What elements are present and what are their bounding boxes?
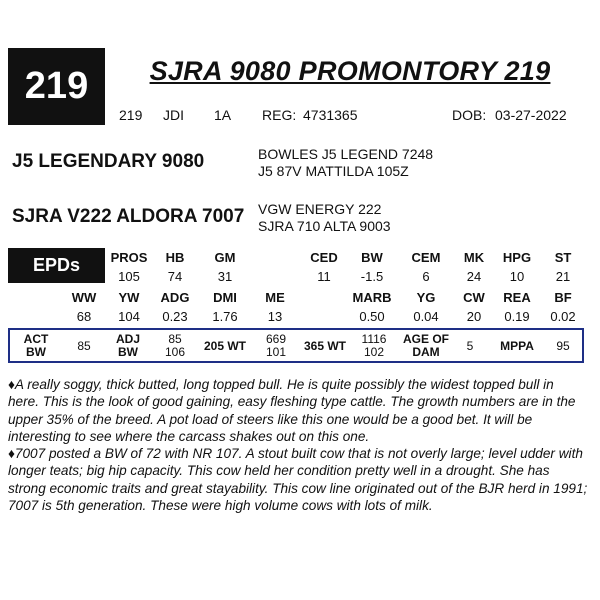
mppa-label: MPPA xyxy=(500,339,534,353)
epd-value-rea: 0.19 xyxy=(504,309,530,324)
dam-name: SJRA V222 ALDORA 7007 xyxy=(12,206,245,227)
epd-value-ww: 68 xyxy=(76,309,92,324)
wt365-values xyxy=(354,333,394,359)
epd-label-adg: ADG xyxy=(160,290,190,305)
wt205-value: 669 xyxy=(265,332,287,346)
epd-label-cem: CEM xyxy=(411,250,441,265)
dam-pedigree xyxy=(258,201,391,235)
sire-pedigree xyxy=(258,146,433,180)
epd-value-mk: 24 xyxy=(466,269,482,284)
epd-label-hb: HB xyxy=(165,250,185,265)
tattoo: 219 xyxy=(119,107,143,123)
epd-label-cw: CW xyxy=(463,290,485,305)
epd-label-hpg: HPG xyxy=(502,250,532,265)
reg-number: 4731365 xyxy=(303,107,358,123)
epd-label-dmi: DMI xyxy=(213,290,237,305)
adj-bw-values xyxy=(155,333,195,359)
adj-bw-label-line2: BW xyxy=(118,345,138,359)
epd-value-gm: 31 xyxy=(217,269,233,284)
epd-label-box xyxy=(8,248,105,283)
epd-label: EPDs xyxy=(32,255,81,275)
note-dam: ♦7007 posted a BW of 72 with NR 107. A stout built cow that is not overly large; level udder with longer teats; big hip capacity. This cow held her condition pretty well in a drought. She has strong economic traits and great stayability. This cow line originated out of the BJR herd in 1991; 7007 is 5th generation. These were high volume cows with lots of milk. xyxy=(8,446,588,514)
wt365-value: 1116 xyxy=(361,332,387,346)
epd-label-ww: WW xyxy=(71,290,97,305)
epd-value-dmi: 1.76 xyxy=(212,309,238,324)
adj-bw-value: 85 xyxy=(168,332,182,346)
sire-sire: BOWLES J5 LEGEND 7248 xyxy=(258,146,434,162)
wt365-ratio: 102 xyxy=(363,345,385,359)
epd-value-st: 21 xyxy=(555,269,571,284)
epd-label-gm: GM xyxy=(214,250,236,265)
act-bw-label xyxy=(16,333,56,359)
adj-bw-label-line1: ADJ xyxy=(115,332,140,346)
epd-label-bf: BF xyxy=(554,290,572,305)
lot-number-box xyxy=(8,48,105,125)
epd-value-hb: 74 xyxy=(167,269,183,284)
sire-name: J5 LEGENDARY 9080 xyxy=(12,151,205,172)
mppa-value: 95 xyxy=(556,339,570,353)
epd-value-me: 13 xyxy=(267,309,283,324)
epd-label-ced: CED xyxy=(310,250,338,265)
wt365-label: 365 WT xyxy=(303,339,346,353)
epd-label-marb: MARB xyxy=(352,290,392,305)
wt205-ratio: 101 xyxy=(265,345,287,359)
epd-value-yw: 104 xyxy=(118,309,140,324)
class-code: 1A xyxy=(214,107,232,123)
adj-bw-ratio: 106 xyxy=(164,345,186,359)
owner-code: JDI xyxy=(163,107,184,123)
age-of-dam-label xyxy=(398,333,454,359)
epd-value-pros: 105 xyxy=(118,269,140,284)
act-bw-label-line2: BW xyxy=(26,345,46,359)
dob-value: 03-27-2022 xyxy=(495,107,567,123)
epd-value-bw: -1.5 xyxy=(360,269,384,284)
act-bw-value: 85 xyxy=(77,339,91,353)
epd-label-rea: REA xyxy=(503,290,531,305)
age-of-dam-label-line1: AGE OF xyxy=(402,332,449,346)
epd-value-yg: 0.04 xyxy=(413,309,439,324)
animal-title: SJRA 9080 PROMONTORY 219 xyxy=(149,56,551,86)
epd-label-mk: MK xyxy=(463,250,485,265)
epd-value-marb: 0.50 xyxy=(359,309,385,324)
epd-value-bf: 0.02 xyxy=(550,309,576,324)
reg-label: REG: xyxy=(262,107,297,123)
act-bw-label-line1: ACT xyxy=(23,332,49,346)
dob-label: DOB: xyxy=(452,107,487,123)
dam-sire: VGW ENERGY 222 xyxy=(258,201,382,217)
epd-label-me: ME xyxy=(265,290,285,305)
wt205-label: 205 WT xyxy=(203,339,246,353)
epd-label-bw: BW xyxy=(361,250,383,265)
age-of-dam-value: 5 xyxy=(466,339,474,353)
epd-value-adg: 0.23 xyxy=(162,309,188,324)
epd-label-yg: YG xyxy=(416,290,436,305)
epd-label-yw: YW xyxy=(118,290,140,305)
epd-label-st: ST xyxy=(554,250,572,265)
adj-bw-label xyxy=(108,333,148,359)
age-of-dam-label-line2: DAM xyxy=(412,345,440,359)
epd-value-ced: 11 xyxy=(317,269,331,284)
wt205-values xyxy=(256,333,296,359)
epd-value-hpg: 10 xyxy=(509,269,525,284)
dam-dam: SJRA 710 ALTA 9003 xyxy=(258,218,391,234)
sire-dam: J5 87V MATTILDA 105Z xyxy=(258,163,409,179)
epd-value-cem: 6 xyxy=(422,269,430,284)
epd-label-pros: PROS xyxy=(110,250,148,265)
notes xyxy=(8,376,588,514)
epd-value-cw: 20 xyxy=(466,309,482,324)
note-bull: ♦A really soggy, thick butted, long topped bull. He is quite possibly the widest topped bull in here. This is the look of good gaining, easy fleshing type cattle. The growth numbers are in the upper 35% of the breed. A pot load of steers like this one would be a good bet. It will be interesting to see where the carcass shakes out on this one. xyxy=(8,377,576,444)
lot-number: 219 xyxy=(24,65,89,107)
